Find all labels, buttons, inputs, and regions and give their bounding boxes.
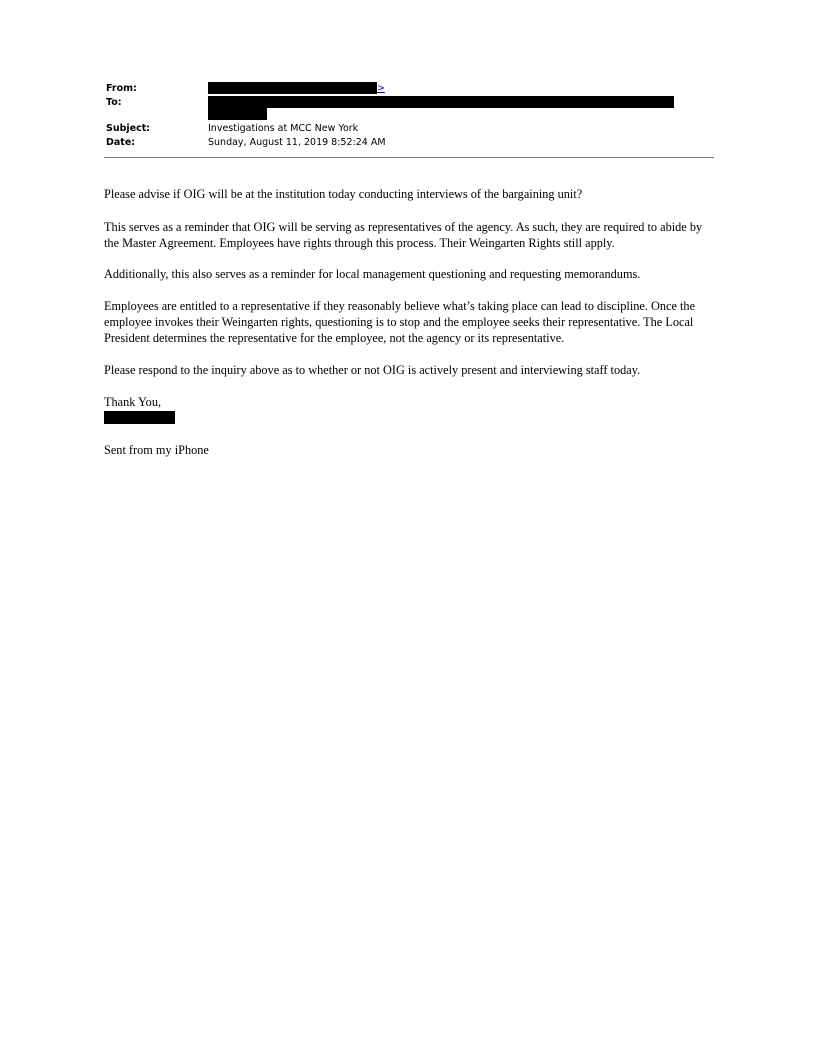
date-label: Date: — [106, 137, 136, 148]
sender-name-redaction — [104, 411, 175, 424]
subject-value: Investigations at MCC New York — [208, 123, 359, 134]
closing-text: Thank You, — [104, 395, 162, 409]
from-label: From: — [106, 83, 137, 94]
to-label: To: — [106, 97, 122, 108]
body-paragraph-5: Please respond to the inquiry above as to whether or not OIG is actively present and interviewing staff today. — [104, 363, 641, 377]
from-email-link[interactable]: > — [377, 83, 385, 94]
from-redaction — [208, 82, 377, 94]
header-divider — [104, 157, 714, 158]
body-paragraph-1: Please advise if OIG will be at the institution today conducting interviews of the bargaining unit? — [104, 187, 583, 201]
body-paragraph-2: This serves as a reminder that OIG will be serving as representatives of the agency. As such, they are required to abide by the Master Agreement. Employees have rights through this process. Their Weingarten Rights still apply. — [104, 220, 703, 250]
mobile-signature: Sent from my iPhone — [104, 443, 209, 457]
body-paragraph-3: Additionally, this also serves as a reminder for local management questioning and requesting memorandums. — [104, 267, 641, 281]
date-value: Sunday, August 11, 2019 8:52:24 AM — [208, 137, 386, 148]
to-redaction-line2 — [208, 108, 267, 120]
subject-label: Subject: — [106, 123, 151, 134]
body-paragraph-4: Employees are entitled to a representative if they reasonably believe what’s taking place can lead to discipline. Once the employee invokes their Weingarten rights, questioning is to stop and the employee seeks their representative. The Local President determines the representative for the employee, not the agency or its representative. — [104, 299, 696, 345]
to-redaction-line1 — [208, 96, 674, 108]
